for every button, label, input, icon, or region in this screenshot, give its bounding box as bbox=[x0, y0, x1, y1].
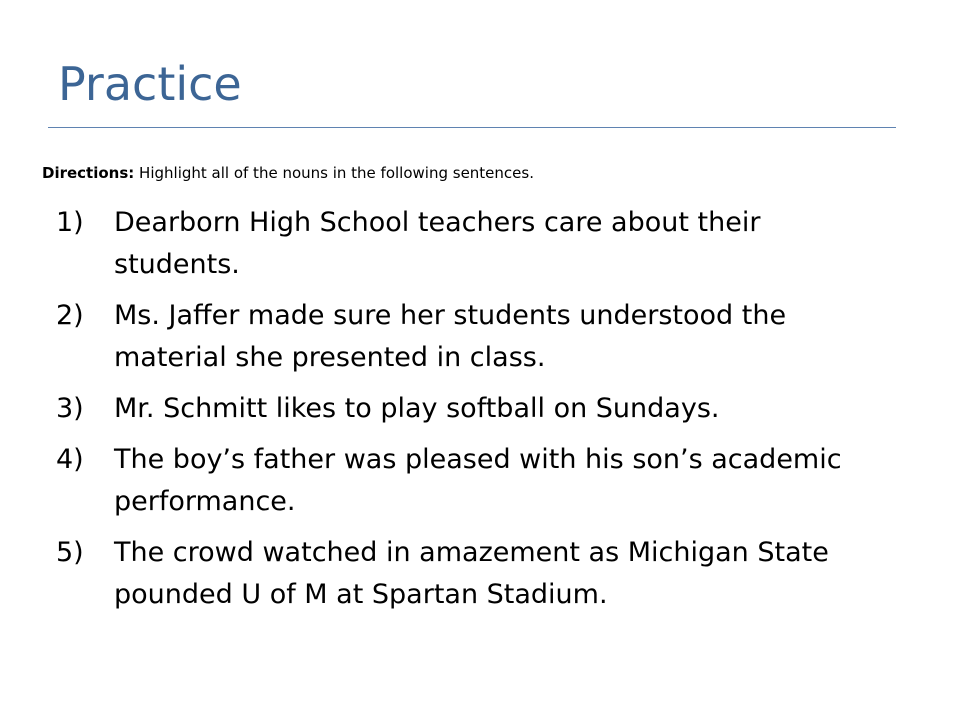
question-list bbox=[56, 202, 886, 625]
question-number: 1) bbox=[56, 207, 84, 238]
directions-text bbox=[42, 163, 534, 183]
question-text: Dearborn High School teachers care about their students. bbox=[114, 207, 761, 280]
question-number: 2) bbox=[56, 300, 84, 331]
question-text: The crowd watched in amazement as Michigan State pounded U of M at Spartan Stadium. bbox=[114, 537, 829, 610]
question-item-3 bbox=[56, 388, 886, 430]
question-text: Mr. Schmitt likes to play softball on Sundays. bbox=[114, 393, 720, 424]
question-item-1 bbox=[56, 202, 886, 286]
directions-body: Highlight all of the nouns in the following sentences. bbox=[134, 164, 534, 182]
question-item-2 bbox=[56, 295, 886, 379]
question-item-4 bbox=[56, 439, 886, 523]
question-number: 5) bbox=[56, 537, 84, 568]
question-text: The boy’s father was pleased with his son’s academic performance. bbox=[114, 444, 842, 517]
slide-title: Practice bbox=[58, 57, 242, 111]
directions-label: Directions: bbox=[42, 164, 135, 182]
title-divider bbox=[48, 127, 896, 128]
question-text: Ms. Jaffer made sure her students understood the material she presented in class. bbox=[114, 300, 787, 373]
question-number: 4) bbox=[56, 444, 84, 475]
question-number: 3) bbox=[56, 393, 84, 424]
question-item-5 bbox=[56, 532, 886, 616]
